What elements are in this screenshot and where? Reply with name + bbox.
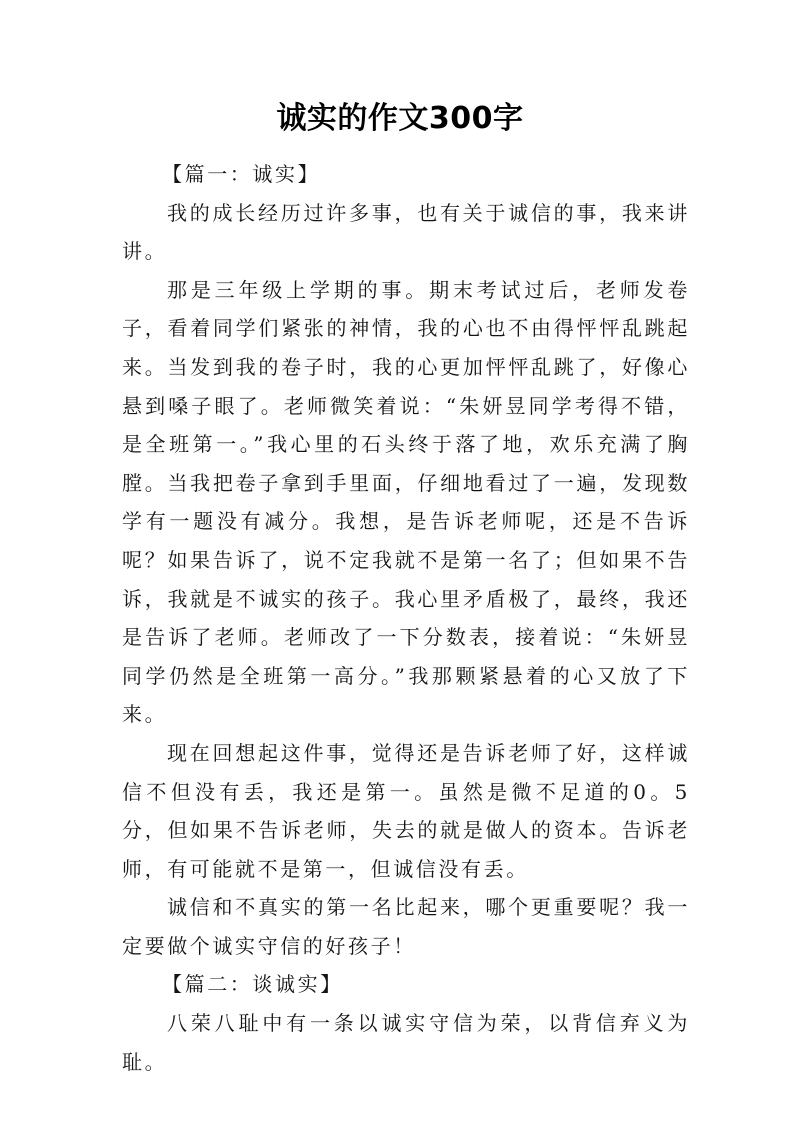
document-body	[122, 155, 690, 1081]
section-heading-2: 【篇二：谈诚实】	[162, 972, 343, 997]
paragraph-2: 那是三年级上学期的事。期末考试过后，老师发卷子，看着同学们紧张的神情，我的心也不由得怦怦乱跳起来。当发到我的卷子时，我的心更加怦怦乱跳了，好像心悬到嗓子眼了。老师微笑着说：“朱妍昱同学考得不错，是全班第一。”我心里的石头终于落了地，欢乐充满了胸膛。当我把卷子拿到手里面，仔细地看过了一遍，发现数学有一题没有减分。我想，是告诉老师呢，还是不告诉呢？如果告诉了，说不定我就不是第一名了；但如果不告诉，我就是不诚实的孩子。我心里矛盾极了，最终，我还是告诉了老师。老师改了一下分数表，接着说：“朱妍昱同学仍然是全班第一高分。”我那颗紧悬着的心又放了下来。	[122, 277, 690, 727]
paragraph-4: 诚信和不真实的第一名比起来，哪个更重要呢？我一定要做个诚实守信的好孩子！	[122, 895, 690, 958]
document-title: 诚实的作文300字	[276, 101, 524, 136]
paragraph-1: 我的成长经历过许多事，也有关于诚信的事，我来讲讲。	[122, 200, 690, 264]
paragraph-5: 八荣八耻中有一条以诚实守信为荣，以背信弃义为耻。	[122, 1011, 690, 1074]
paragraph-3: 现在回想起这件事，觉得还是告诉老师了好，这样诚信不但没有丢，我还是第一。虽然是微不足道的0。5分，但如果不告诉老师，失去的就是做人的资本。告诉老师，有可能就不是第一，但诚信没有丢。	[122, 740, 690, 881]
section-heading-1: 【篇一：诚实】	[162, 162, 321, 186]
